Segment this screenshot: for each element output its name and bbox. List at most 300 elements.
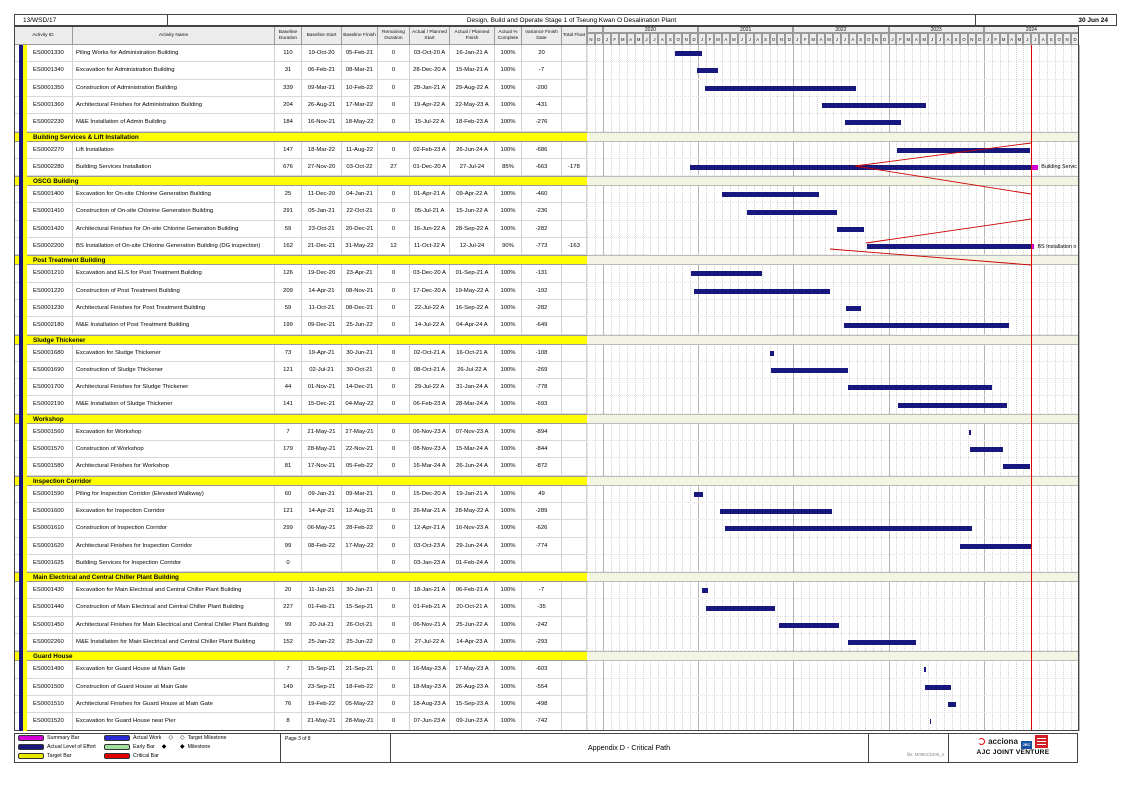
cell-bf: 18-Feb-22 — [342, 679, 378, 696]
grid-line — [635, 45, 636, 731]
cell-bd: 199 — [275, 317, 302, 334]
grid-line — [1079, 45, 1080, 731]
cell-rd: 0 — [378, 221, 410, 238]
cell-tf — [562, 441, 587, 458]
cell-bs: 02-Jul-21 — [302, 362, 342, 379]
cell-af: 01-Feb-24 A — [450, 555, 495, 572]
grid-line — [1063, 45, 1064, 731]
cell-pct: 100% — [495, 80, 522, 97]
grid-line — [643, 45, 644, 731]
gantt-bar-actual — [747, 210, 837, 215]
cell-bf: 22-Oct-21 — [342, 203, 378, 220]
cell-id: ES0001330 — [14, 45, 73, 62]
cell-pct: 100% — [495, 486, 522, 503]
jec-logo: JEC — [1022, 742, 1031, 747]
cell-bf — [342, 555, 378, 572]
cell-as: 03-Oct-20 A — [410, 45, 450, 62]
cell-as: 03-Dec-20 A — [410, 265, 450, 282]
cell-pct: 100% — [495, 362, 522, 379]
cell-bs: 23-Sep-21 — [302, 679, 342, 696]
cell-pct: 100% — [495, 555, 522, 572]
cell-rd: 0 — [378, 62, 410, 79]
month-cell: A — [1008, 33, 1016, 45]
section-header-row: OSCG Building — [14, 176, 587, 186]
month-cell: D — [785, 33, 793, 45]
grid-line — [770, 45, 771, 731]
cell-as: 03-Jan-23 A — [410, 555, 450, 572]
cell-var: -192 — [522, 283, 562, 300]
month-cell: J — [928, 33, 936, 45]
gantt-bar-actual — [969, 430, 971, 435]
cell-as: 18-May-23 A — [410, 679, 450, 696]
gantt-bar-actual — [845, 120, 902, 125]
cell-bd: 59 — [275, 221, 302, 238]
cell-as: 26-Mar-21 A — [410, 503, 450, 520]
cell-bf: 12-Aug-21 — [342, 503, 378, 520]
cell-bs: 05-Jan-21 — [302, 203, 342, 220]
cell-id: ES0002200 — [14, 238, 73, 255]
gantt-bar-actual — [924, 667, 926, 672]
cell-pct: 100% — [495, 696, 522, 713]
cell-bd: 0 — [275, 555, 302, 572]
cell-bf: 05-May-22 — [342, 696, 378, 713]
cell-bd: 149 — [275, 679, 302, 696]
month-cell: F — [992, 33, 1000, 45]
month-cell: J — [738, 33, 746, 45]
year-cell: 2023 — [889, 26, 984, 33]
cell-pct: 100% — [495, 345, 522, 362]
cell-bs: 06-May-21 — [302, 520, 342, 537]
cell-name: Piling Works for Administration Building — [73, 45, 275, 62]
cell-bs: 06-Feb-21 — [302, 62, 342, 79]
grid-line — [738, 45, 739, 731]
chart-row-separator — [587, 202, 1079, 203]
gantt-bar-actual — [770, 351, 774, 356]
cell-tf — [562, 317, 587, 334]
cell-bf: 21-Sep-21 — [342, 661, 378, 678]
cell-bd: 209 — [275, 283, 302, 300]
month-cell: D — [595, 33, 603, 45]
gantt-bar-actual — [1003, 464, 1030, 469]
cell-pct: 100% — [495, 713, 522, 730]
cell-id: ES0001570 — [14, 441, 73, 458]
legend-item — [104, 744, 166, 750]
cell-bd: 110 — [275, 45, 302, 62]
section-header-row: Sludge Thickener — [14, 335, 587, 345]
cell-var — [522, 555, 562, 572]
cell-id: ES0001510 — [14, 696, 73, 713]
cell-bf: 08-Dec-21 — [342, 300, 378, 317]
cell-bs: 16-Nov-21 — [302, 114, 342, 131]
grid-line — [666, 45, 667, 731]
legend — [18, 735, 278, 762]
cell-pct: 100% — [495, 142, 522, 159]
cell-id: ES0001620 — [14, 538, 73, 555]
month-cell: A — [849, 33, 857, 45]
chart-row-separator — [587, 220, 1079, 221]
cell-af: 18-Feb-23 A — [450, 114, 495, 131]
cell-pct: 100% — [495, 441, 522, 458]
cell-bd: 99 — [275, 538, 302, 555]
cell-bs: 19-Apr-21 — [302, 345, 342, 362]
cell-rd: 0 — [378, 317, 410, 334]
cell-name: Building Services for Inspection Corridor — [73, 555, 275, 572]
cell-as: 02-Feb-23 A — [410, 142, 450, 159]
cell-bs: 11-Jan-21 — [302, 582, 342, 599]
cell-pct: 100% — [495, 661, 522, 678]
cell-bf: 17-Mar-22 — [342, 97, 378, 114]
wbs-stripe-yellow — [23, 45, 27, 731]
cell-name: BS Installation of On-site Chlorine Generation Building (DG inspection) — [73, 238, 275, 255]
cell-bs: 11-Oct-21 — [302, 300, 342, 317]
cell-name: Excavation for Administration Building — [73, 62, 275, 79]
cell-var: -108 — [522, 345, 562, 362]
month-cell: J — [936, 33, 944, 45]
cell-pct: 100% — [495, 424, 522, 441]
cell-var: -7 — [522, 62, 562, 79]
cell-bs: 20-Jul-21 — [302, 617, 342, 634]
month-cell: A — [722, 33, 730, 45]
cell-as: 17-Dec-20 A — [410, 283, 450, 300]
cell-name: Construction of Sludge Thickener — [73, 362, 275, 379]
gantt-bar-actual — [694, 289, 830, 294]
cell-af: 01-Sep-21 A — [450, 265, 495, 282]
cell-tf — [562, 679, 587, 696]
month-cell: A — [1039, 33, 1047, 45]
cell-tf: -163 — [562, 238, 587, 255]
cell-name: M&E Installation of Sludge Thickener — [73, 396, 275, 413]
cell-bs: 09-Mar-21 — [302, 80, 342, 97]
legend-item — [104, 735, 173, 741]
grid-line — [690, 45, 691, 731]
cell-name: Architectural Finishes for Post Treatment Building — [73, 300, 275, 317]
cell-name: M&E Installation of Admin Building — [73, 114, 275, 131]
cell-bs: 23-Oct-21 — [302, 221, 342, 238]
cell-bd: 60 — [275, 486, 302, 503]
cell-pct: 100% — [495, 62, 522, 79]
cell-bd: 121 — [275, 362, 302, 379]
legend-item — [18, 753, 71, 759]
cell-rd: 0 — [378, 599, 410, 616]
cell-bd: 121 — [275, 503, 302, 520]
column-header-bs: Baseline Start — [302, 26, 342, 45]
cell-bd: 31 — [275, 62, 302, 79]
cell-as: 16-Mar-24 A — [410, 458, 450, 475]
legend-item — [18, 744, 96, 750]
column-header-name: Activity Name — [73, 26, 275, 45]
cell-af: 28-Mar-24 A — [450, 396, 495, 413]
cell-bd: 339 — [275, 80, 302, 97]
grid-line — [627, 45, 628, 731]
cell-af: 07-Nov-23 A — [450, 424, 495, 441]
cell-rd: 0 — [378, 300, 410, 317]
chart-row-separator — [587, 695, 1079, 696]
section-band-chart — [587, 132, 1079, 142]
cell-rd: 0 — [378, 538, 410, 555]
cell-rd: 0 — [378, 679, 410, 696]
cell-id: ES0001625 — [14, 555, 73, 572]
cell-rd: 0 — [378, 555, 410, 572]
cell-name: Construction of Main Electrical and Central Chiller Plant Building — [73, 599, 275, 616]
cell-var: -773 — [522, 238, 562, 255]
section-band-chart — [587, 476, 1079, 486]
cell-rd: 0 — [378, 186, 410, 203]
cell-var: -282 — [522, 221, 562, 238]
month-cell: F — [706, 33, 714, 45]
cell-id: ES0001560 — [14, 424, 73, 441]
cell-var: -460 — [522, 186, 562, 203]
legend-swatch — [104, 753, 130, 759]
cell-tf — [562, 62, 587, 79]
month-cell: D — [690, 33, 698, 45]
cell-id: ES0001490 — [14, 661, 73, 678]
cell-as: 08-Oct-21 A — [410, 362, 450, 379]
cell-tf — [562, 555, 587, 572]
month-cell: F — [611, 33, 619, 45]
cell-rd: 0 — [378, 441, 410, 458]
cell-id: ES0001340 — [14, 62, 73, 79]
cell-name: Construction of Workshop — [73, 441, 275, 458]
cell-id: ES0001680 — [14, 345, 73, 362]
cell-tf — [562, 45, 587, 62]
chart-row-separator — [587, 361, 1079, 362]
cell-pct: 100% — [495, 458, 522, 475]
cell-bd: 44 — [275, 379, 302, 396]
month-cell: J — [650, 33, 658, 45]
cell-pct: 100% — [495, 300, 522, 317]
legend-swatch — [18, 753, 44, 759]
cell-var: -269 — [522, 362, 562, 379]
grid-line — [1047, 45, 1048, 731]
report-caption: Appendix D - Critical Path — [587, 743, 671, 752]
cell-id: ES0001210 — [14, 265, 73, 282]
legend-item — [180, 735, 227, 741]
cell-var: -693 — [522, 396, 562, 413]
cell-af: 15-Mar-21 A — [450, 62, 495, 79]
cell-tf — [562, 345, 587, 362]
cell-bs: 26-Aug-21 — [302, 97, 342, 114]
cell-rd: 0 — [378, 97, 410, 114]
section-band-chart — [587, 414, 1079, 424]
cell-bf: 18-May-22 — [342, 114, 378, 131]
legend-swatch — [104, 735, 130, 741]
cell-af: 17-May-23 A — [450, 661, 495, 678]
month-cell: J — [1023, 33, 1031, 45]
cell-pct: 100% — [495, 634, 522, 651]
cell-as: 19-Apr-22 A — [410, 97, 450, 114]
gantt-bar-actual — [705, 86, 856, 91]
month-cell: O — [960, 33, 968, 45]
cell-af: 16-Nov-23 A — [450, 520, 495, 537]
cell-tf — [562, 520, 587, 537]
cell-tf — [562, 713, 587, 730]
gantt-bar-actual — [697, 68, 718, 73]
chart-row-separator — [587, 712, 1079, 713]
cell-tf: -178 — [562, 159, 587, 176]
cell-var: -774 — [522, 538, 562, 555]
cell-rd: 0 — [378, 265, 410, 282]
cell-bf: 26-Oct-21 — [342, 617, 378, 634]
legend-swatch — [18, 744, 44, 750]
cell-id: ES0002180 — [14, 317, 73, 334]
month-cell: O — [674, 33, 682, 45]
cell-id: ES0001350 — [14, 80, 73, 97]
cell-id: ES0001230 — [14, 300, 73, 317]
contract-number: 13/WSD/17 — [14, 14, 168, 26]
cell-tf — [562, 424, 587, 441]
month-cell: J — [889, 33, 897, 45]
row-separator — [14, 730, 587, 731]
legend-marker-icon: ◆ — [180, 744, 185, 750]
month-cell: M — [1016, 33, 1024, 45]
month-cell: O — [770, 33, 778, 45]
cell-rd: 12 — [378, 238, 410, 255]
month-cell: O — [865, 33, 873, 45]
month-cell: M — [825, 33, 833, 45]
cell-var: -844 — [522, 441, 562, 458]
cell-pct: 100% — [495, 114, 522, 131]
cell-id: ES0002270 — [14, 142, 73, 159]
cell-pct: 100% — [495, 396, 522, 413]
gantt-bar-remaining — [1031, 165, 1038, 170]
cell-id: ES0001400 — [14, 186, 73, 203]
chart-row-separator — [587, 537, 1079, 538]
month-cell: M — [730, 33, 738, 45]
legend-label: Milestone — [187, 744, 211, 750]
cell-id: ES0002260 — [14, 634, 73, 651]
cell-as: 12-Apr-21 A — [410, 520, 450, 537]
cell-var: -131 — [522, 265, 562, 282]
column-header-bd: Baseline Duration — [275, 26, 302, 45]
cell-name: Excavation for Guard House near Pier — [73, 713, 275, 730]
chart-row-separator — [587, 457, 1079, 458]
cell-id: ES0001440 — [14, 599, 73, 616]
cell-var: -35 — [522, 599, 562, 616]
cell-af: 26-Jul-22 A — [450, 362, 495, 379]
cell-id: ES0001410 — [14, 203, 73, 220]
cell-name: Architectural Finishes for Administration Building — [73, 97, 275, 114]
legend-marker-icon: ◆ — [161, 744, 167, 750]
gantt-bar-label: Building Servic — [1041, 164, 1077, 171]
cell-var: -626 — [522, 520, 562, 537]
cell-id: ES0001450 — [14, 617, 73, 634]
grid-line — [650, 45, 651, 731]
month-cell: A — [817, 33, 825, 45]
cell-pct: 100% — [495, 503, 522, 520]
cell-var: -200 — [522, 80, 562, 97]
cell-bf: 31-May-22 — [342, 238, 378, 255]
cell-af: 19-Jan-21 A — [450, 486, 495, 503]
grid-line — [603, 45, 604, 731]
cell-bs: 19-Feb-22 — [302, 696, 342, 713]
cell-bf: 22-Nov-21 — [342, 441, 378, 458]
cell-bf: 04-Jan-21 — [342, 186, 378, 203]
gantt-bar-actual — [848, 640, 916, 645]
gantt-bar-actual — [822, 103, 926, 108]
cell-rd: 0 — [378, 424, 410, 441]
month-cell: A — [912, 33, 920, 45]
gantt-bar-actual — [897, 148, 1030, 153]
chart-row-separator — [587, 113, 1079, 114]
month-cell: N — [873, 33, 881, 45]
cell-rd: 27 — [378, 159, 410, 176]
cell-bd: 59 — [275, 300, 302, 317]
cell-af: 29-Jun-24 A — [450, 538, 495, 555]
chart-row-separator — [587, 678, 1079, 679]
cell-af: 04-Apr-24 A — [450, 317, 495, 334]
cell-var: -242 — [522, 617, 562, 634]
month-cell: F — [896, 33, 904, 45]
grid-line — [595, 45, 596, 731]
grid-line — [841, 45, 842, 731]
cell-as: 06-Nov-21 A — [410, 617, 450, 634]
cell-tf — [562, 538, 587, 555]
cell-tf — [562, 362, 587, 379]
column-header-as: Actual / Planned Start — [410, 26, 450, 45]
month-cell: J — [746, 33, 754, 45]
month-cell: J — [841, 33, 849, 45]
cell-id: ES0001500 — [14, 679, 73, 696]
legend-item — [104, 753, 159, 759]
legend-label: Actual Work — [133, 735, 162, 741]
cell-name: Architectural Finishes for On-site Chlorine Generation Building — [73, 221, 275, 238]
cell-name: Architectural Finishes for Main Electrical and Central Chiller Plant Building — [73, 617, 275, 634]
cell-af: 28-Sep-22 A — [450, 221, 495, 238]
month-cell: M — [809, 33, 817, 45]
logo-block — [950, 734, 1076, 762]
cell-name: Excavation for Sludge Thickener — [73, 345, 275, 362]
month-cell: N — [1063, 33, 1071, 45]
cell-bf: 30-Jun-21 — [342, 345, 378, 362]
cell-af: 09-Apr-22 A — [450, 186, 495, 203]
cell-bs: 18-Mar-22 — [302, 142, 342, 159]
cell-name: Construction of On-site Chlorine Generation Building — [73, 203, 275, 220]
cell-rd: 0 — [378, 520, 410, 537]
cell-rd: 0 — [378, 345, 410, 362]
cell-tf — [562, 503, 587, 520]
cell-af: 22-May-23 A — [450, 97, 495, 114]
cell-bs: 21-May-21 — [302, 424, 342, 441]
cell-rd: 0 — [378, 142, 410, 159]
chart-row-separator — [587, 554, 1079, 555]
cell-rd: 0 — [378, 379, 410, 396]
chart-row-separator — [587, 79, 1079, 80]
grid-line — [754, 45, 755, 731]
chart-row-separator — [587, 395, 1079, 396]
gantt-bar-actual — [960, 544, 1030, 549]
cell-as: 01-Apr-21 A — [410, 186, 450, 203]
month-cell: M — [635, 33, 643, 45]
grid-line — [714, 45, 715, 731]
cell-bf: 05-Feb-21 — [342, 45, 378, 62]
cell-bs: 11-Dec-20 — [302, 186, 342, 203]
cell-as: 28-Dec-20 A — [410, 62, 450, 79]
cell-tf — [562, 300, 587, 317]
cell-as: 16-Jun-22 A — [410, 221, 450, 238]
file-reference: file: M09EZ/2406_4 — [906, 752, 944, 757]
legend-label: Target Bar — [47, 753, 72, 759]
month-cell: M — [714, 33, 722, 45]
cell-pct: 100% — [495, 599, 522, 616]
report-data-date: 30 Jun 24 — [975, 14, 1117, 26]
legend-label: Actual Level of Effort — [47, 744, 96, 750]
cell-af: 20-Oct-21 A — [450, 599, 495, 616]
cell-rd: 0 — [378, 458, 410, 475]
cell-name: Building Services Installation — [73, 159, 275, 176]
cell-bf: 25-Jun-22 — [342, 634, 378, 651]
cell-af: 27-Jul-24 — [450, 159, 495, 176]
cell-pct: 100% — [495, 265, 522, 282]
